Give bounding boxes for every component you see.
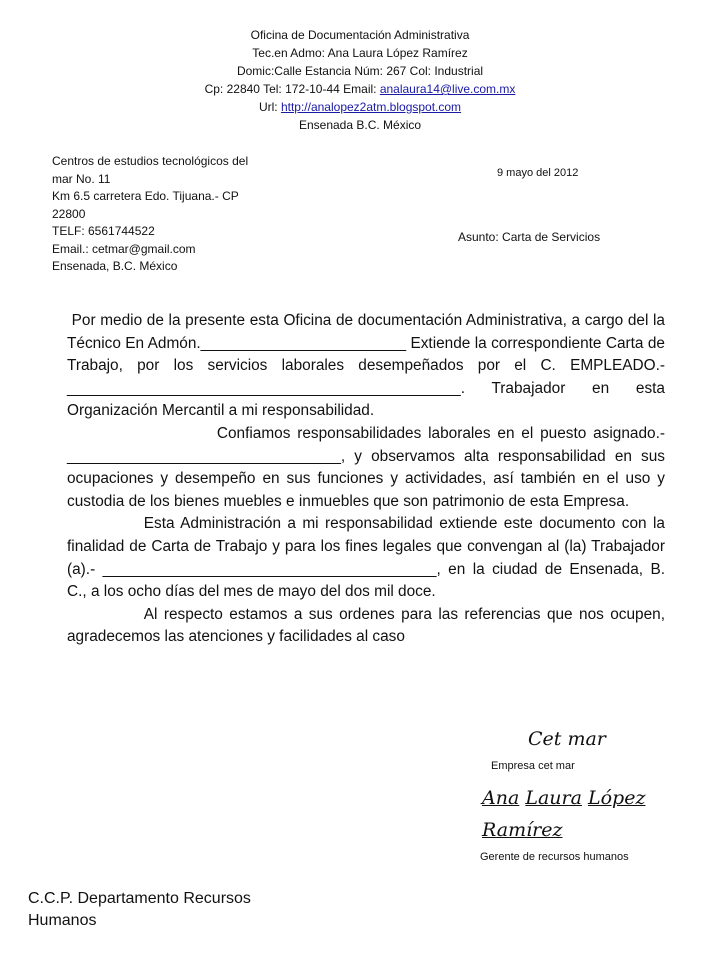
letterhead-url-label: Url: [258,100,281,114]
letterhead-office: Oficina de Documentación Administrativa [250,28,470,42]
recipient-name: Centros de estudios tecnológicos del mar No. 11 [52,154,249,186]
recipient-block [52,153,267,276]
manager-signature-caption: Gerente de recursos humanos [480,851,629,863]
letterhead-contact [0,80,720,98]
email-link[interactable]: analaura14@live.com.mx [379,82,516,96]
recipient-email: Email.: cetmar@gmail.com [52,241,196,256]
manager-signature [482,782,682,846]
signature-first-name: Ana [482,787,520,809]
manager-signature-line2 [482,814,682,846]
manager-signature-line1 [482,782,682,814]
letterhead-address: Domic:Calle Estancia Núm: 267 Col: Industrial [236,64,484,78]
signature-second-surname: Ramírez [482,819,563,841]
letterhead-contact-label: Cp: 22840 Tel: 172-10-44 Email: [204,82,380,96]
letterhead-url-line [0,98,720,116]
body-paragraph-1: Por medio de la presente esta Oficina de documentación Administrativa, a cargo del la Técnico En Admón.________________________ Extiende la correspondiente Carta de Trabajo, por los servicios laborales desempeñados por el C. EMPLEADO.- ______________________________________________. Trabajador en esta Organización Mercantil a mi responsabilidad. [67,312,665,420]
url-link[interactable]: http://analopez2atm.blogspot.com [280,100,462,114]
body-paragraph-2: Confiamos responsabilidades laborales en el puesto asignado.- ________________________________, y observamos alta responsabilidad en sus ocupaciones y desempeño en sus funciones y actividades, así también en el uso y custodia de los bienes muebles e inmuebles que son patrimonio de esta Empresa. [67,424,665,510]
letter-date: 9 mayo del 2012 [497,167,579,179]
company-signature-caption: Empresa cet mar [491,760,575,772]
letterhead-city: Ensenada B.C. México [298,118,422,132]
letterhead [0,26,720,134]
body-paragraph-3: Esta Administración a mi responsabilidad extiende este documento con la finalidad de Carta de Trabajo y para los fines legales que convengan al (la) Trabajador (a).- _______________________________________, en la ciudad de Ensenada, B. C., a los ocho días del mes de mayo del dos mil doce. [67,515,665,601]
recipient-city: Ensenada, B.C. México [52,259,178,273]
signature-last-name: López [587,787,646,809]
recipient-phone: TELF: 6561744522 [52,224,155,238]
company-signature: Cet mar [528,728,606,750]
letter-body [67,310,665,649]
body-paragraph-4: Al respecto estamos a sus ordenes para las referencias que nos ocupen, agradecemos las atenciones y facilidades al caso [67,605,665,646]
letterhead-technician: Tec.en Admo: Ana Laura López Ramírez [252,46,468,60]
ccp-note: C.C.P. Departamento Recursos Humanos [28,890,251,929]
letter-subject: Asunto: Carta de Servicios [458,230,601,244]
recipient-address: Km 6.5 carretera Edo. Tijuana.- CP 22800 [52,189,239,221]
signature-middle-name: Laura [525,787,582,809]
